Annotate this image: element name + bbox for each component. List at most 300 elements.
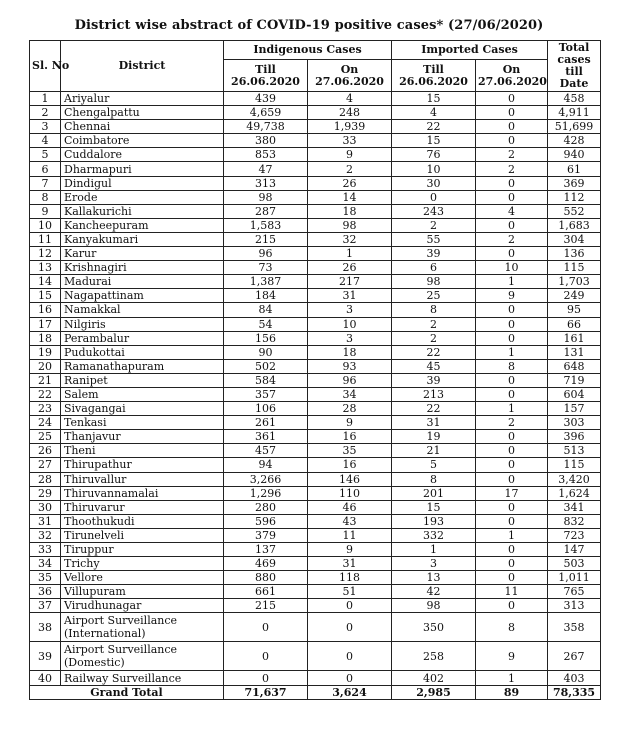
indigenous-on-cell: 2 [308,162,392,176]
indigenous-on-cell: 14 [308,190,392,204]
imported-on-cell: 9 [476,642,548,671]
page-title: District wise abstract of COVID-19 positive cases* (27/06/2020) [74,18,544,33]
indigenous-on-cell: 43 [308,514,392,528]
district-cell: Coimbatore [61,134,224,148]
indigenous-till-cell: 84 [224,303,308,317]
sl-cell: 30 [30,500,61,514]
total-cell: 396 [548,430,601,444]
indigenous-till-cell: 215 [224,599,308,613]
imported-on-cell: 10 [476,261,548,275]
imported-till-cell: 15 [392,500,476,514]
header-imported: Imported Cases [392,41,548,60]
sl-cell: 19 [30,345,61,359]
sl-cell: 16 [30,303,61,317]
imported-on-cell: 0 [476,218,548,232]
indigenous-till-cell: 98 [224,190,308,204]
total-cell: 95 [548,303,601,317]
indigenous-on-cell: 33 [308,134,392,148]
imported-till-cell: 21 [392,444,476,458]
total-cell: 403 [548,671,601,685]
district-cell: Theni [61,444,224,458]
indigenous-till-cell: 853 [224,148,308,162]
imported-on-cell: 0 [476,514,548,528]
imported-on-cell: 0 [476,120,548,134]
total-cell: 147 [548,543,601,557]
cases-table [29,40,601,700]
table-row [30,599,601,613]
imported-on-cell: 2 [476,232,548,246]
district-cell: Airport Surveillance (International) [61,613,224,642]
sl-cell: 37 [30,599,61,613]
imported-on-cell: 0 [476,373,548,387]
table-row [30,345,601,359]
grand-total-ind-till: 71,637 [224,685,308,699]
indigenous-on-cell: 9 [308,416,392,430]
indigenous-till-cell: 287 [224,204,308,218]
imported-on-cell: 0 [476,543,548,557]
imported-till-cell: 5 [392,458,476,472]
district-cell: Railway Surveillance [61,671,224,685]
sl-cell: 36 [30,585,61,599]
indigenous-till-cell: 280 [224,500,308,514]
table-row [30,232,601,246]
sl-cell: 7 [30,176,61,190]
indigenous-till-cell: 215 [224,232,308,246]
total-cell: 249 [548,289,601,303]
district-cell: Airport Surveillance (Domestic) [61,642,224,671]
imported-on-cell: 8 [476,613,548,642]
total-cell: 1,683 [548,218,601,232]
table-row [30,373,601,387]
district-cell: Kancheepuram [61,218,224,232]
indigenous-till-cell: 357 [224,387,308,401]
total-cell: 341 [548,500,601,514]
sl-cell: 3 [30,120,61,134]
sl-cell: 34 [30,557,61,571]
table-row [30,204,601,218]
total-cell: 832 [548,514,601,528]
indigenous-on-cell: 3 [308,303,392,317]
header-row-1 [30,41,601,60]
table-row [30,134,601,148]
total-cell: 1,011 [548,571,601,585]
table-row [30,472,601,486]
imported-till-cell: 31 [392,416,476,430]
sl-cell: 8 [30,190,61,204]
indigenous-on-cell: 1 [308,247,392,261]
table-row [30,486,601,500]
district-cell: Tenkasi [61,416,224,430]
header-indigenous-till: Till 26.06.2020 [224,60,308,92]
imported-on-cell: 11 [476,585,548,599]
indigenous-on-cell: 18 [308,204,392,218]
table-row [30,671,601,685]
indigenous-on-cell: 146 [308,472,392,486]
imported-on-cell: 2 [476,162,548,176]
imported-on-cell: 0 [476,176,548,190]
imported-on-cell: 0 [476,599,548,613]
imported-till-cell: 25 [392,289,476,303]
sl-cell: 12 [30,247,61,261]
table-row [30,416,601,430]
imported-till-cell: 243 [392,204,476,218]
indigenous-till-cell: 3,266 [224,472,308,486]
imported-till-cell: 30 [392,176,476,190]
imported-on-cell: 0 [476,134,548,148]
indigenous-till-cell: 457 [224,444,308,458]
indigenous-till-cell: 1,387 [224,275,308,289]
indigenous-till-cell: 90 [224,345,308,359]
indigenous-on-cell: 28 [308,402,392,416]
imported-on-cell: 0 [476,317,548,331]
indigenous-till-cell: 379 [224,528,308,542]
total-cell: 51,699 [548,120,601,134]
imported-till-cell: 201 [392,486,476,500]
table-row [30,387,601,401]
sl-cell: 25 [30,430,61,444]
imported-on-cell: 1 [476,671,548,685]
district-cell: Thoothukudi [61,514,224,528]
imported-till-cell: 6 [392,261,476,275]
imported-till-cell: 19 [392,430,476,444]
district-cell: Nagapattinam [61,289,224,303]
indigenous-on-cell: 51 [308,585,392,599]
imported-on-cell: 1 [476,402,548,416]
imported-on-cell: 1 [476,345,548,359]
indigenous-on-cell: 0 [308,671,392,685]
district-cell: Thiruvallur [61,472,224,486]
imported-till-cell: 258 [392,642,476,671]
sl-cell: 18 [30,331,61,345]
table-row [30,458,601,472]
indigenous-till-cell: 1,583 [224,218,308,232]
table-row [30,500,601,514]
imported-till-cell: 1 [392,543,476,557]
imported-on-cell: 1 [476,275,548,289]
indigenous-on-cell: 98 [308,218,392,232]
indigenous-on-cell: 4 [308,92,392,106]
sl-cell: 28 [30,472,61,486]
header-imported-on: On 27.06.2020 [476,60,548,92]
district-cell: Kallakurichi [61,204,224,218]
district-cell: Namakkal [61,303,224,317]
table-row [30,303,601,317]
total-cell: 313 [548,599,601,613]
sl-cell: 14 [30,275,61,289]
indigenous-till-cell: 184 [224,289,308,303]
district-cell: Salem [61,387,224,401]
total-cell: 267 [548,642,601,671]
total-cell: 157 [548,402,601,416]
table-row [30,275,601,289]
total-cell: 513 [548,444,601,458]
grand-total-total: 78,335 [548,685,601,699]
district-cell: Ranipet [61,373,224,387]
total-cell: 303 [548,416,601,430]
indigenous-on-cell: 1,939 [308,120,392,134]
imported-till-cell: 98 [392,599,476,613]
indigenous-till-cell: 137 [224,543,308,557]
indigenous-till-cell: 469 [224,557,308,571]
indigenous-till-cell: 49,738 [224,120,308,134]
sl-cell: 32 [30,528,61,542]
indigenous-till-cell: 1,296 [224,486,308,500]
indigenous-on-cell: 248 [308,106,392,120]
indigenous-on-cell: 217 [308,275,392,289]
total-cell: 428 [548,134,601,148]
total-cell: 604 [548,387,601,401]
sl-cell: 10 [30,218,61,232]
district-cell: Tirunelveli [61,528,224,542]
table-row [30,218,601,232]
indigenous-till-cell: 439 [224,92,308,106]
table-row [30,613,601,642]
imported-till-cell: 332 [392,528,476,542]
indigenous-till-cell: 96 [224,247,308,261]
indigenous-till-cell: 261 [224,416,308,430]
district-cell: Chengalpattu [61,106,224,120]
indigenous-on-cell: 11 [308,528,392,542]
table-row [30,402,601,416]
header-imported-till: Till 26.06.2020 [392,60,476,92]
sl-cell: 21 [30,373,61,387]
header-indigenous: Indigenous Cases [224,41,392,60]
table-row [30,642,601,671]
imported-till-cell: 22 [392,402,476,416]
table-row [30,359,601,373]
district-cell: Thiruvannamalai [61,486,224,500]
total-cell: 1,624 [548,486,601,500]
sl-cell: 33 [30,543,61,557]
total-cell: 719 [548,373,601,387]
total-cell: 503 [548,557,601,571]
indigenous-till-cell: 73 [224,261,308,275]
indigenous-on-cell: 9 [308,148,392,162]
imported-on-cell: 8 [476,359,548,373]
imported-till-cell: 2 [392,331,476,345]
indigenous-till-cell: 361 [224,430,308,444]
table-row [30,190,601,204]
indigenous-on-cell: 96 [308,373,392,387]
district-cell: Sivagangai [61,402,224,416]
total-cell: 115 [548,458,601,472]
total-cell: 112 [548,190,601,204]
total-cell: 552 [548,204,601,218]
table-row [30,514,601,528]
imported-on-cell: 0 [476,430,548,444]
indigenous-till-cell: 0 [224,671,308,685]
imported-on-cell: 0 [476,472,548,486]
imported-till-cell: 3 [392,557,476,571]
sl-cell: 31 [30,514,61,528]
grand-total-label: Grand Total [30,685,224,699]
imported-on-cell: 0 [476,92,548,106]
imported-on-cell: 17 [476,486,548,500]
indigenous-on-cell: 31 [308,557,392,571]
header-indigenous-on: On 27.06.2020 [308,60,392,92]
table-row [30,148,601,162]
indigenous-on-cell: 31 [308,289,392,303]
grand-total-imp-on: 89 [476,685,548,699]
table-row [30,585,601,599]
total-cell: 66 [548,317,601,331]
indigenous-on-cell: 18 [308,345,392,359]
indigenous-on-cell: 0 [308,613,392,642]
total-cell: 458 [548,92,601,106]
district-cell: Nilgiris [61,317,224,331]
indigenous-on-cell: 9 [308,543,392,557]
total-cell: 131 [548,345,601,359]
table-body [30,92,601,686]
sl-cell: 2 [30,106,61,120]
district-cell: Krishnagiri [61,261,224,275]
district-cell: Kanyakumari [61,232,224,246]
table-row [30,571,601,585]
imported-on-cell: 1 [476,528,548,542]
total-cell: 4,911 [548,106,601,120]
total-cell: 136 [548,247,601,261]
indigenous-till-cell: 313 [224,176,308,190]
district-cell: Cuddalore [61,148,224,162]
total-cell: 304 [548,232,601,246]
imported-on-cell: 2 [476,148,548,162]
sl-cell: 22 [30,387,61,401]
imported-till-cell: 15 [392,134,476,148]
imported-on-cell: 0 [476,571,548,585]
imported-till-cell: 15 [392,92,476,106]
sl-cell: 20 [30,359,61,373]
total-cell: 723 [548,528,601,542]
indigenous-till-cell: 0 [224,642,308,671]
indigenous-on-cell: 0 [308,599,392,613]
imported-on-cell: 9 [476,289,548,303]
indigenous-till-cell: 596 [224,514,308,528]
sl-cell: 13 [30,261,61,275]
indigenous-on-cell: 26 [308,176,392,190]
sl-cell: 39 [30,642,61,671]
indigenous-till-cell: 661 [224,585,308,599]
sl-cell: 27 [30,458,61,472]
table-row [30,247,601,261]
indigenous-till-cell: 54 [224,317,308,331]
district-cell: Virudhunagar [61,599,224,613]
indigenous-on-cell: 16 [308,458,392,472]
grand-total-row [30,685,601,699]
indigenous-on-cell: 16 [308,430,392,444]
indigenous-on-cell: 93 [308,359,392,373]
district-cell: Erode [61,190,224,204]
table-row [30,543,601,557]
imported-till-cell: 39 [392,247,476,261]
indigenous-on-cell: 3 [308,331,392,345]
imported-on-cell: 0 [476,557,548,571]
table-row [30,444,601,458]
district-cell: Ariyalur [61,92,224,106]
indigenous-on-cell: 26 [308,261,392,275]
total-cell: 765 [548,585,601,599]
header-sl-no: Sl. No [30,41,61,92]
sl-cell: 17 [30,317,61,331]
total-cell: 3,420 [548,472,601,486]
total-cell: 115 [548,261,601,275]
imported-till-cell: 8 [392,303,476,317]
imported-on-cell: 0 [476,500,548,514]
indigenous-on-cell: 32 [308,232,392,246]
imported-till-cell: 45 [392,359,476,373]
district-cell: Thiruvarur [61,500,224,514]
imported-till-cell: 22 [392,120,476,134]
imported-on-cell: 0 [476,190,548,204]
indigenous-till-cell: 380 [224,134,308,148]
sl-cell: 6 [30,162,61,176]
table-row [30,176,601,190]
indigenous-till-cell: 880 [224,571,308,585]
table-row [30,528,601,542]
indigenous-on-cell: 118 [308,571,392,585]
sl-cell: 26 [30,444,61,458]
total-cell: 940 [548,148,601,162]
total-cell: 648 [548,359,601,373]
district-cell: Villupuram [61,585,224,599]
header-district: District [61,41,224,92]
sl-cell: 38 [30,613,61,642]
district-cell: Perambalur [61,331,224,345]
total-cell: 61 [548,162,601,176]
indigenous-on-cell: 35 [308,444,392,458]
table-row [30,317,601,331]
sl-cell: 15 [30,289,61,303]
imported-on-cell: 0 [476,303,548,317]
sl-cell: 11 [30,232,61,246]
imported-on-cell: 4 [476,204,548,218]
table-row [30,331,601,345]
district-cell: Chennai [61,120,224,134]
imported-till-cell: 13 [392,571,476,585]
indigenous-on-cell: 34 [308,387,392,401]
total-cell: 358 [548,613,601,642]
imported-till-cell: 98 [392,275,476,289]
imported-on-cell: 0 [476,247,548,261]
imported-till-cell: 193 [392,514,476,528]
imported-till-cell: 22 [392,345,476,359]
indigenous-on-cell: 46 [308,500,392,514]
table-row [30,92,601,106]
total-cell: 369 [548,176,601,190]
imported-till-cell: 8 [392,472,476,486]
district-cell: Dharmapuri [61,162,224,176]
district-cell: Ramanathapuram [61,359,224,373]
indigenous-on-cell: 110 [308,486,392,500]
sl-cell: 35 [30,571,61,585]
indigenous-on-cell: 0 [308,642,392,671]
table-row [30,120,601,134]
imported-on-cell: 0 [476,387,548,401]
grand-total-imp-till: 2,985 [392,685,476,699]
imported-till-cell: 213 [392,387,476,401]
imported-till-cell: 39 [392,373,476,387]
indigenous-till-cell: 47 [224,162,308,176]
imported-till-cell: 0 [392,190,476,204]
sl-cell: 23 [30,402,61,416]
indigenous-on-cell: 10 [308,317,392,331]
total-cell: 1,703 [548,275,601,289]
indigenous-till-cell: 502 [224,359,308,373]
sl-cell: 1 [30,92,61,106]
table-row [30,430,601,444]
sl-cell: 24 [30,416,61,430]
indigenous-till-cell: 94 [224,458,308,472]
imported-till-cell: 350 [392,613,476,642]
